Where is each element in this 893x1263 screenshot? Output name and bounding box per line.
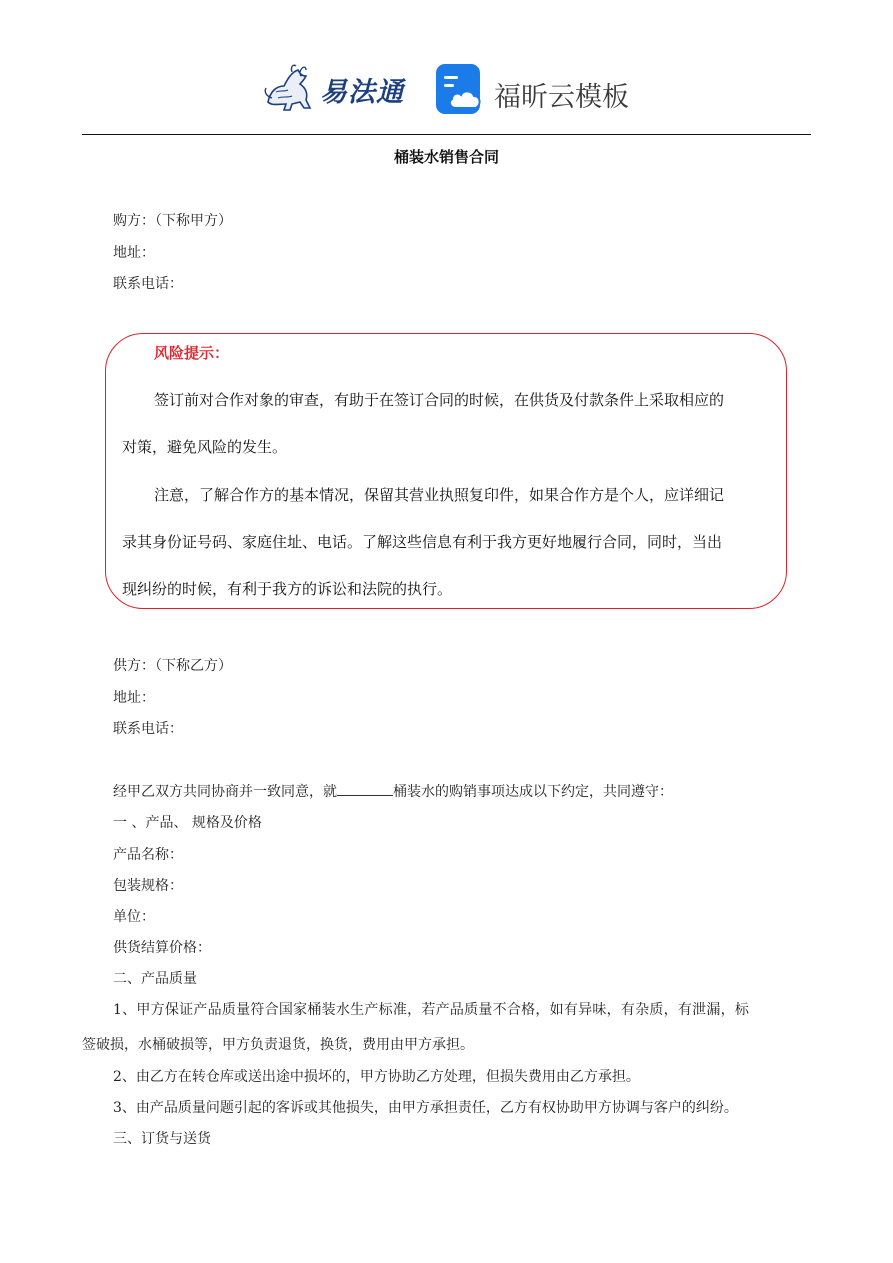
document-title: 桶装水销售合同 (393, 148, 499, 166)
quality-item1-line2: 签破损，水桶破损等，甲方负责退货，换货，费用由甲方承担。 (82, 1037, 474, 1053)
unit: 单位： (113, 909, 155, 925)
page-header (0, 58, 893, 122)
risk-p2-line3: 现纠纷的时候，有利于我方的诉讼和法院的执行。 (122, 580, 453, 598)
seller-party: 供方：（下称乙方） (113, 658, 232, 674)
seller-address: 地址： (113, 690, 155, 706)
header-divider (82, 134, 811, 135)
buyer-address: 地址： (113, 245, 155, 261)
buyer-phone: 联系电话： (113, 276, 183, 292)
package-spec: 包装规格： (113, 878, 183, 894)
section3-heading: 三、订货与送货 (113, 1131, 211, 1147)
agreement-intro (113, 781, 673, 801)
risk-notice-title: 风险提示： (154, 344, 230, 362)
risk-p2-line1: 注意，了解合作方的基本情况，保留其营业执照复印件，如果合作方是个人，应详细记 (154, 486, 725, 504)
risk-notice-box (105, 333, 787, 609)
yifatong-logo (262, 62, 412, 116)
qilin-logo-icon (262, 62, 318, 116)
risk-p1-line1: 签订前对合作对象的审查，有助于在签订合同的时候，在供货及付款条件上采取相应的 (154, 391, 725, 409)
buyer-party: 购方：（下称甲方） (113, 213, 232, 229)
intro-after: 桶装水的购销事项达成以下约定，共同遵守： (393, 784, 673, 800)
cloud-document-icon (436, 64, 484, 116)
section1-heading: 一 、产品、 规格及价格 (113, 815, 262, 831)
supply-price: 供货结算价格： (113, 940, 211, 956)
quality-item1-line1: 1、甲方保证产品质量符合国家桶装水生产标准，若产品质量不合格，如有异味，有杂质，有泄漏，标 (113, 1002, 750, 1018)
intro-before: 经甲乙双方共同协商并一致同意，就 (113, 784, 337, 800)
intro-blank-field (337, 783, 393, 796)
yifatong-logo-text: 易法通 (320, 77, 404, 108)
risk-p2-line2: 录其身份证号码、家庭住址、电话。了解这些信息有利于我方更好地履行合同，同时，当出 (122, 533, 723, 551)
risk-p1-line2: 对策，避免风险的发生。 (122, 438, 288, 456)
fuxin-logo-text: 福昕云模板 (494, 82, 629, 113)
seller-phone: 联系电话： (113, 721, 183, 737)
product-name: 产品名称： (113, 847, 183, 863)
quality-item2: 2、由乙方在转仓库或送出途中损坏的，甲方协助乙方处理，但损失费用由乙方承担。 (113, 1069, 640, 1085)
quality-item3: 3、由产品质量问题引起的客诉或其他损失，由甲方承担责任，乙方有权协助甲方协调与客户的纠纷。 (113, 1100, 738, 1116)
section2-heading: 二、产品质量 (113, 971, 197, 987)
